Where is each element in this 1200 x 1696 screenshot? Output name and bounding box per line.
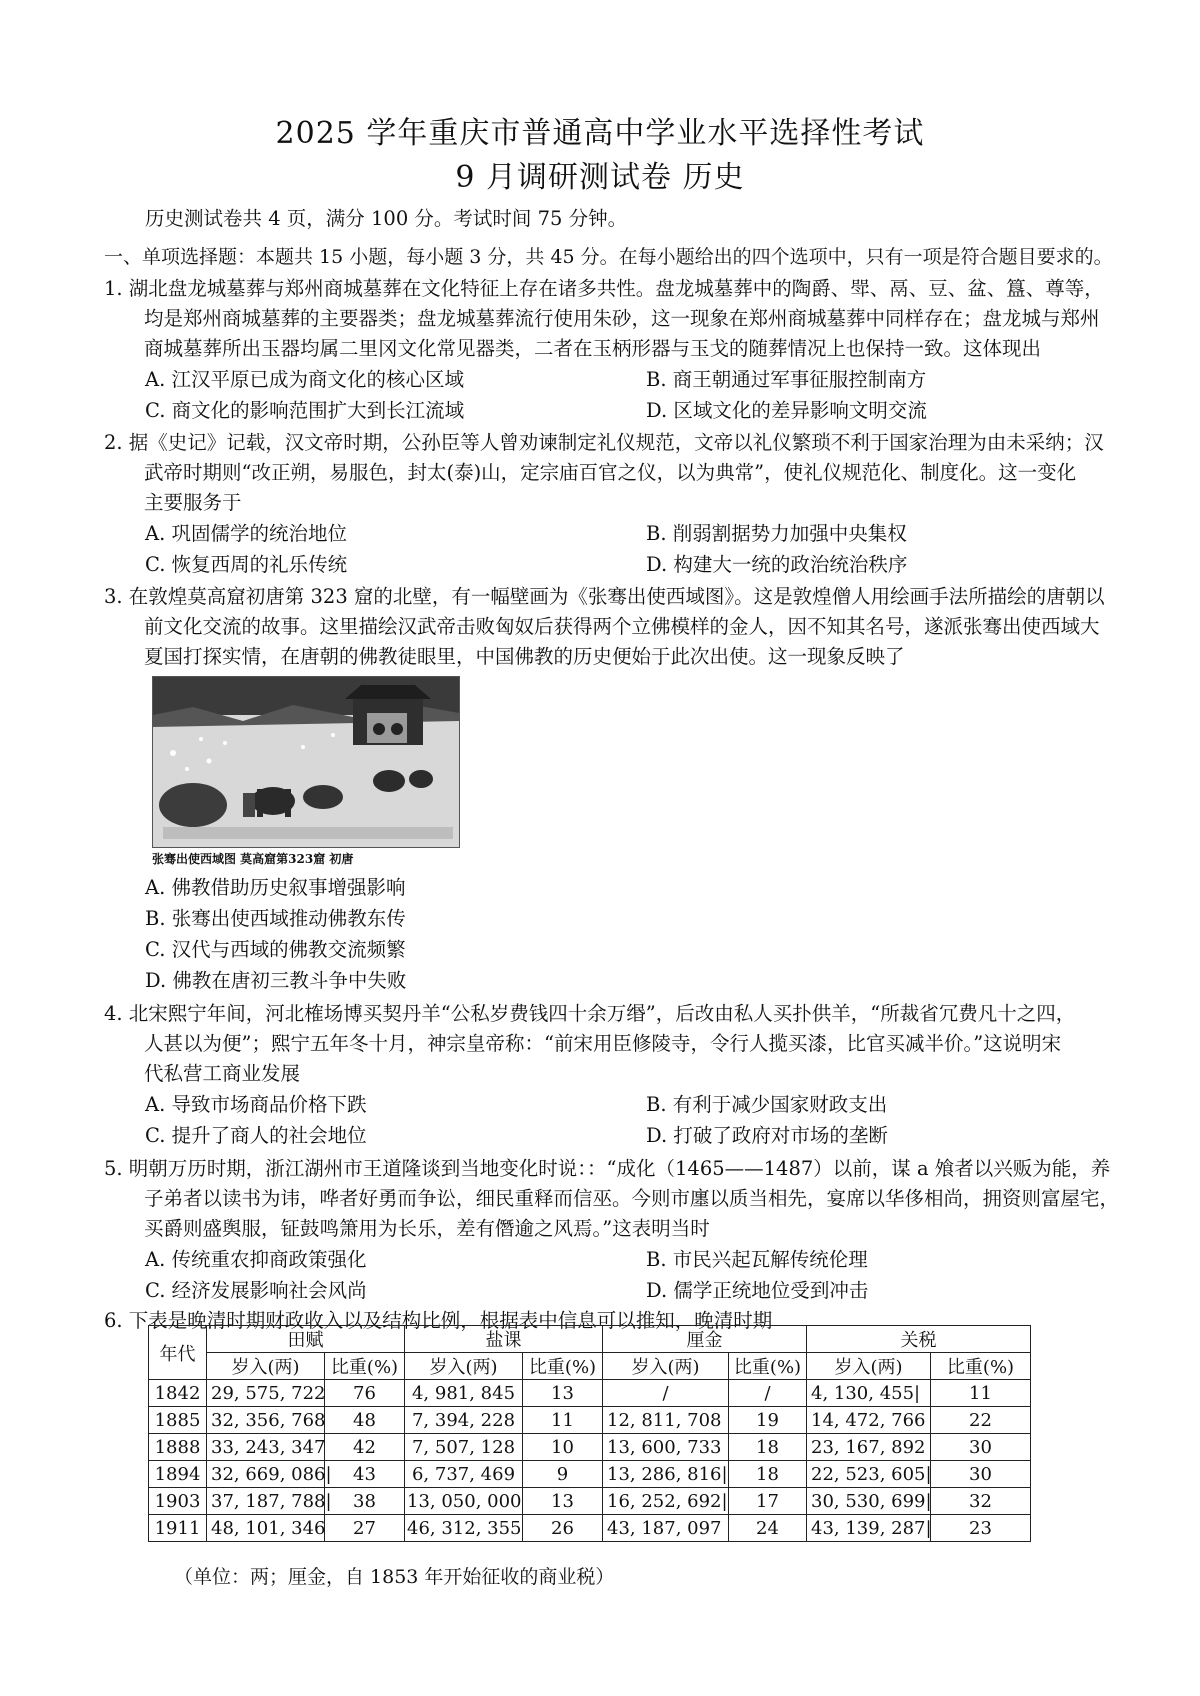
cell-value: 27 [325,1515,405,1542]
header-lijin: 厘金 [603,1326,807,1353]
q4-stem-line: 4. 北宋熙宁年间，河北榷场博买契丹羊“公私岁费钱四十余万缗”，后改由私人买扑供羊，“所裁省冗费凡十之四， [104,1002,1076,1025]
q5-stem-line: 5. 明朝万历时期，浙江湖州市王道隆谈到当地变化时说：：“成化（1465——1487）以前，谋 a 飧者以兴贩为能，养 [104,1157,1111,1180]
cell-value: 11 [523,1407,603,1434]
cell-value: 13 [523,1380,603,1407]
cell-value: 29, 575, 722 [207,1380,325,1407]
table-row [149,1488,1031,1515]
cell-value: 46, 312, 355 [405,1515,523,1542]
subheader-income: 岁入(两) [405,1353,523,1380]
subheader-income: 岁入(两) [807,1353,931,1380]
subheader-ratio: 比重(%) [325,1353,405,1380]
cell-value: 4, 130, 455| [807,1380,931,1407]
cell-year: 1885 [149,1407,207,1434]
cell-value: 13, 050, 000 [405,1488,523,1515]
cell-value: 32, 669, 086| [207,1461,325,1488]
q3-option-d: D. 佛教在唐初三教斗争中失败 [145,969,407,992]
cell-value: 19 [729,1407,807,1434]
table-header-row [149,1326,1031,1353]
q1-stem-line: 商城墓葬所出玉器均属二里冈文化常见器类，二者在玉柄形器与玉戈的随葬情况上也保持一致。这体现出 [144,337,1042,360]
cell-value: 43 [325,1461,405,1488]
q1-option-c: C. 商文化的影响范围扩大到长江流域 [145,399,465,422]
cell-value: 11 [931,1380,1031,1407]
q5-option-a: A. 传统重农抑商政策强化 [145,1248,367,1271]
subheader-ratio: 比重(%) [729,1353,807,1380]
subheader-income: 岁入(两) [207,1353,325,1380]
q2-stem-line: 武帝时期则“改正朔，易服色，封太(泰)山，定宗庙百官之仪，以为典常”，使礼仪规范化、制度化。这一变化 [144,461,1077,484]
table-row [149,1407,1031,1434]
cell-value: 26 [523,1515,603,1542]
table-subheader-row [149,1353,1031,1380]
mural-image [152,676,460,848]
q2-option-a: A. 巩固儒学的统治地位 [145,522,347,545]
finance-table [148,1325,1031,1542]
q5-stem-line: 子弟者以读书为讳，哗者好勇而争讼，细民重释而信巫。今则市廛以质当相先，宴席以华侈相尚，拥资则富屋宅， [144,1187,1120,1210]
cell-value: 22, 523, 605| [807,1461,931,1488]
cell-value: 32 [931,1488,1031,1515]
q1-stem-line: 1. 湖北盘龙城墓葬与郑州商城墓葬在文化特征上存在诸多共性。盘龙城墓葬中的陶爵、斝、鬲、豆、盆、簋、尊等， [104,277,1104,300]
cell-value: 13, 286, 816| [603,1461,729,1488]
cell-value: 30, 530, 699| [807,1488,931,1515]
cell-year: 1911 [149,1515,207,1542]
header-salt-tax: 盐课 [405,1326,603,1353]
q2-option-b: B. 削弱割据势力加强中央集权 [646,522,907,545]
q3-option-b: B. 张骞出使西域推动佛教东传 [145,907,406,930]
q2-stem-line: 主要服务于 [144,491,242,514]
cell-value: 32, 356, 768 [207,1407,325,1434]
q5-option-d: D. 儒学正统地位受到冲击 [646,1279,869,1302]
cell-value: 43, 139, 287| [807,1515,931,1542]
cell-value: 18 [729,1461,807,1488]
cell-value: 7, 394, 228 [405,1407,523,1434]
table-note: （单位：两；厘金，自 1853 年开始征收的商业税） [174,1566,615,1588]
cell-value: / [729,1380,807,1407]
exam-subtitle: 9 月调研测试卷 历史 [455,160,745,195]
cell-value: 38 [325,1488,405,1515]
cell-value: 76 [325,1380,405,1407]
cell-value: 18 [729,1434,807,1461]
q1-option-b: B. 商王朝通过军事征服控制南方 [646,368,927,391]
q2-stem-line: 2. 据《史记》记载，汉文帝时期，公孙臣等人曾劝谏制定礼仪规范，文帝以礼仪繁琐不利于国家治理为由未采纳；汉 [104,431,1104,454]
cell-value: 48, 101, 346 [207,1515,325,1542]
q4-stem-line: 人甚以为便”；熙宁五年冬十月，神宗皇帝称：“前宋用臣修陵寺，令行人揽买漆，比官买减半价。”这说明宋 [144,1032,1062,1055]
table-row [149,1380,1031,1407]
cell-value: 30 [931,1461,1031,1488]
header-land-tax: 田赋 [207,1326,405,1353]
cell-value: 14, 472, 766 [807,1407,931,1434]
cell-value: 37, 187, 788| [207,1488,325,1515]
q2-option-c: C. 恢复西周的礼乐传统 [145,553,348,576]
q4-stem-line: 代私营工商业发展 [144,1062,301,1085]
cell-value: 48 [325,1407,405,1434]
cell-value: 12, 811, 708 [603,1407,729,1434]
q3-option-a: A. 佛教借助历史叙事增强影响 [145,876,406,899]
q3-option-c: C. 汉代与西域的佛教交流频繁 [145,938,406,961]
cell-year: 1842 [149,1380,207,1407]
q1-option-a: A. 江汉平原已成为商文化的核心区域 [145,368,464,391]
q5-option-c: C. 经济发展影响社会风尚 [145,1279,367,1302]
q5-option-b: B. 市民兴起瓦解传统伦理 [646,1248,868,1271]
cell-value: 43, 187, 097 [603,1515,729,1542]
q3-stem-line: 前文化交流的故事。这里描绘汉武帝击败匈奴后获得两个立佛模样的金人，因不知其名号，遂派张骞出使西域大 [144,615,1100,638]
q1-stem-line: 均是郑州商城墓葬的主要器类；盘龙城墓葬流行使用朱砂，这一现象在郑州商城墓葬中同样存在；盘龙城与郑州 [144,307,1100,330]
table-row [149,1434,1031,1461]
subheader-income: 岁入(两) [603,1353,729,1380]
cell-value: 30 [931,1434,1031,1461]
cell-value: / [603,1380,729,1407]
cell-value: 16, 252, 692| [603,1488,729,1515]
cell-value: 6, 737, 469 [405,1461,523,1488]
cell-value: 33, 243, 347 [207,1434,325,1461]
cell-value: 17 [729,1488,807,1515]
table-row [149,1461,1031,1488]
cell-value: 10 [523,1434,603,1461]
exam-title: 2025 学年重庆市普通高中学业水平选择性考试 [275,116,925,151]
q4-option-a: A. 导致市场商品价格下跌 [145,1093,367,1116]
q3-stem-line: 夏国打探实情，在唐朝的佛教徒眼里，中国佛教的历史便始于此次出使。这一现象反映了 [144,645,905,668]
cell-value: 7, 507, 128 [405,1434,523,1461]
mural-illustration [153,677,459,847]
exam-intro: 历史测试卷共 4 页，满分 100 分。考试时间 75 分钟。 [145,207,628,230]
q2-option-d: D. 构建大一统的政治统治秩序 [646,553,908,576]
q5-stem-line: 买爵则盛舆服，钲鼓鸣箫用为长乐，差有僭逾之风焉。”这表明当时 [144,1217,710,1240]
cell-value: 42 [325,1434,405,1461]
cell-year: 1888 [149,1434,207,1461]
cell-value: 23 [931,1515,1031,1542]
cell-year: 1894 [149,1461,207,1488]
q3-stem-line: 3. 在敦煌莫高窟初唐第 323 窟的北壁，有一幅壁画为《张骞出使西域图》。这是敦煌僧人用绘画手法所描绘的唐朝以 [104,585,1105,608]
table-row [149,1515,1031,1542]
subheader-ratio: 比重(%) [931,1353,1031,1380]
cell-value: 22 [931,1407,1031,1434]
cell-value: 13, 600, 733 [603,1434,729,1461]
section-heading: 一、单项选择题：本题共 15 小题，每小题 3 分，共 45 分。在每小题给出的四个选项中，只有一项是符合题目要求的。 [104,246,1113,268]
q1-option-d: D. 区域文化的差异影响文明交流 [646,399,927,422]
cell-value: 9 [523,1461,603,1488]
header-customs: 关税 [807,1326,1031,1353]
q4-option-c: C. 提升了商人的社会地位 [145,1124,367,1147]
q4-option-d: D. 打破了政府对市场的垄断 [646,1124,888,1147]
q6-stem: 6. 下表是晚清时期财政收入以及结构比例，根据表中信息可以推知，晚清时期 [104,1309,773,1332]
cell-value: 24 [729,1515,807,1542]
cell-value: 13 [523,1488,603,1515]
subheader-ratio: 比重(%) [523,1353,603,1380]
header-year: 年代 [149,1326,207,1380]
cell-value: 23, 167, 892 [807,1434,931,1461]
mural-caption: 张骞出使西域图 莫高窟第323窟 初唐 [152,852,354,866]
cell-value: 4, 981, 845 [405,1380,523,1407]
cell-year: 1903 [149,1488,207,1515]
q4-option-b: B. 有利于减少国家财政支出 [646,1093,888,1116]
